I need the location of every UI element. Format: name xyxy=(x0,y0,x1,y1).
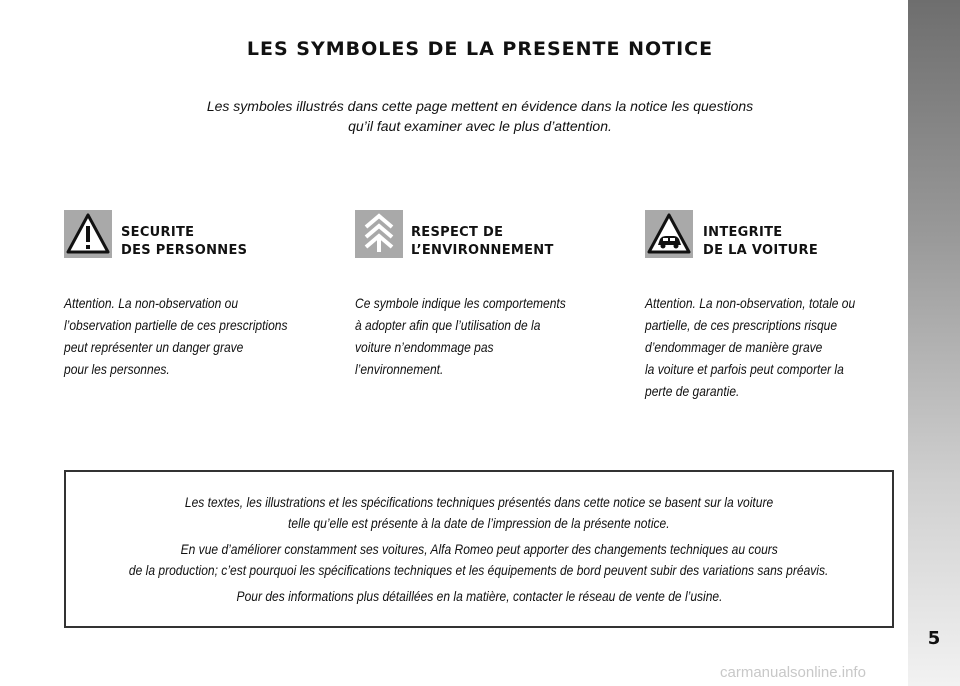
symbol-heading-line: DES PERSONNES xyxy=(121,243,248,258)
symbol-heading-line: SECURITE xyxy=(121,225,195,240)
symbol-description-integrite xyxy=(645,292,877,402)
symbol-text-line: voiture n’endommage pas xyxy=(355,339,494,355)
symbol-text-line: Attention. La non-observation, totale ou xyxy=(645,295,856,311)
symbol-text-line: pour les personnes. xyxy=(64,361,170,377)
symbol-text-line: la voiture et parfois peut comporter la xyxy=(645,361,844,377)
symbol-text-line: l’environnement. xyxy=(355,361,444,377)
symbol-heading-environnement xyxy=(411,224,554,260)
notice-line xyxy=(66,541,892,557)
notice-box xyxy=(64,470,894,628)
notice-line-text: En vue d’améliorer constamment ses voitures, Alfa Romeo peut apporter des changements techniques au cours xyxy=(180,541,778,557)
page-edge-gradient-bar xyxy=(908,0,960,686)
notice-line xyxy=(66,494,892,510)
car-warning-triangle-icon xyxy=(645,210,693,258)
symbol-text-line: perte de garantie. xyxy=(645,383,740,399)
symbol-heading-line: RESPECT DE xyxy=(411,225,504,240)
intro-line: Les symboles illustrés dans cette page mettent en évidence dans la notice les questions xyxy=(206,98,754,114)
symbol-heading-securite xyxy=(121,224,247,260)
notice-line xyxy=(66,562,892,578)
symbol-heading-line: INTEGRITE xyxy=(703,225,783,240)
symbol-text-line: d’endommager de manière grave xyxy=(645,339,823,355)
symbol-text-line: Ce symbole indique les comportements xyxy=(355,295,566,311)
watermark-text: carmanualsonline.info xyxy=(720,664,866,681)
symbol-text-line: Attention. La non-observation ou xyxy=(64,295,239,311)
symbol-text-line: peut représenter un danger grave xyxy=(64,339,244,355)
notice-line-text: de la production; c’est pourquoi les spécifications techniques et les équipements de bord peuvent subir des variations sans préavis. xyxy=(129,562,829,578)
intro-paragraph xyxy=(180,96,780,136)
symbol-heading-line: L’ENVIRONNEMENT xyxy=(411,243,554,258)
environment-chevrons-icon xyxy=(355,210,403,258)
symbol-description-securite xyxy=(64,292,296,380)
symbol-text-line: l’observation partielle de ces prescriptions xyxy=(64,317,288,333)
warning-triangle-icon xyxy=(64,210,112,258)
symbol-heading-integrite xyxy=(703,224,818,260)
symbol-text-line: à adopter afin que l’utilisation de la xyxy=(355,317,541,333)
symbol-heading-line: DE LA VOITURE xyxy=(703,243,819,258)
notice-line xyxy=(66,515,892,531)
page-number: 5 xyxy=(927,628,941,649)
notice-line-text: Pour des informations plus détaillées en la matière, contacter le réseau de vente de l’usine. xyxy=(236,588,722,604)
page-title: LES SYMBOLES DE LA PRESENTE NOTICE xyxy=(246,38,714,60)
symbol-description-environnement xyxy=(355,292,587,380)
notice-line-text: telle qu’elle est présente à la date de l’impression de la présente notice. xyxy=(288,515,670,531)
notice-line-text: Les textes, les illustrations et les spécifications techniques présentés dans cette notice se basent sur la voiture xyxy=(184,494,774,510)
intro-line: qu’il faut examiner avec le plus d’attention. xyxy=(348,118,612,134)
notice-line xyxy=(66,588,892,604)
symbol-text-line: partielle, de ces prescriptions risque xyxy=(645,317,838,333)
